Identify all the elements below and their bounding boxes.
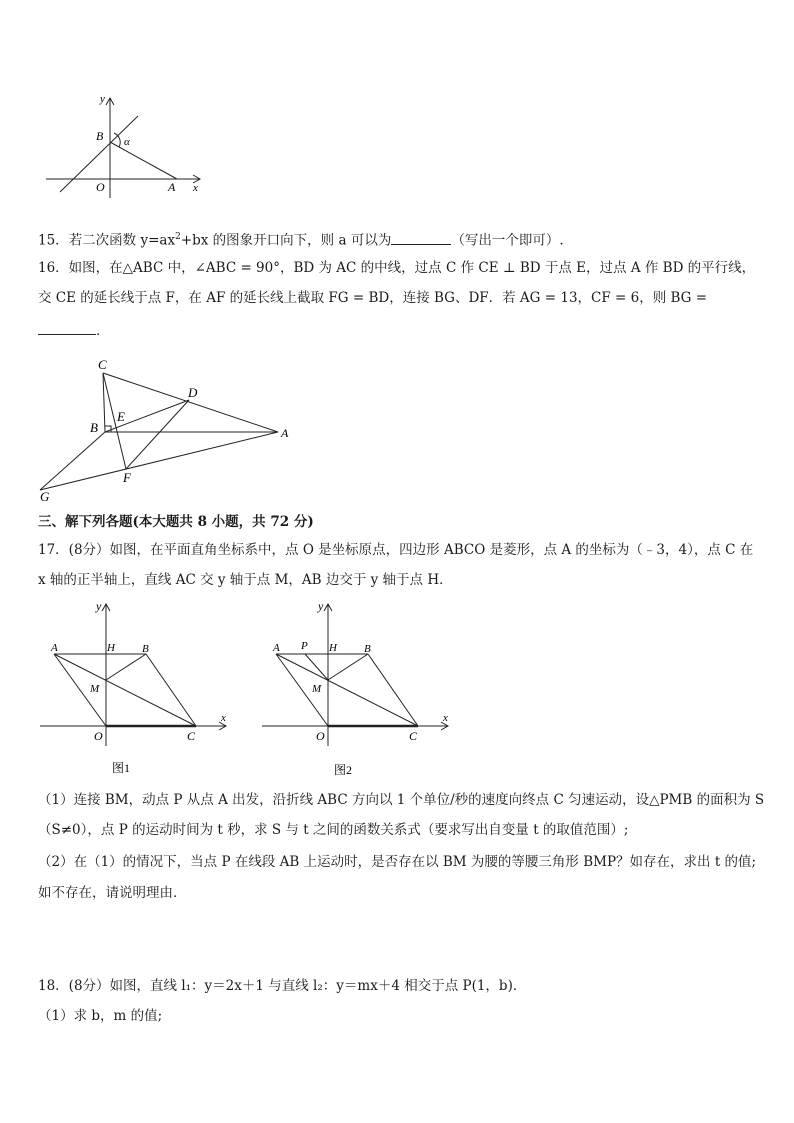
label-O: O xyxy=(94,729,103,743)
q17-line1: 17．(8分）如图，在平面直角坐标系中，点 O 是坐标原点，四边形 ABCO 是菱形，点 A 的坐标为（﹣3，4），点 C 在 xyxy=(38,542,754,558)
q15-text-a: 若二次函数 y=ax xyxy=(68,232,176,249)
figure-q17-2 xyxy=(258,596,463,781)
figure-q14 xyxy=(40,90,210,200)
label-A: A xyxy=(51,642,58,654)
label-M: M xyxy=(90,683,100,695)
label-O: O xyxy=(316,729,325,743)
label-B: B xyxy=(142,643,149,655)
q15-number: 15． xyxy=(38,232,69,249)
q15-superscript: 2 xyxy=(175,232,181,242)
label-H: H xyxy=(329,642,337,654)
q17-part2-line1: （2）在（1）的情况下，当点 P 在线段 AB 上运动时，是否存在以 BM 为腰的等腰三角形 BMP？如存在，求出 t 的值; xyxy=(38,854,757,870)
label-y: y xyxy=(318,599,324,613)
q16-line3 xyxy=(38,320,110,341)
label-B: B xyxy=(364,643,371,655)
segment-BM xyxy=(106,654,146,680)
label-x: x xyxy=(193,182,198,194)
q18-line1: 18．(8分）如图，直线 l₁：y＝2x＋1 与直线 l₂：y＝mx＋4 相交于点 P(1，b)． xyxy=(38,978,527,994)
label-alpha: α xyxy=(124,136,130,148)
segment-AC xyxy=(54,654,196,726)
segment-BA xyxy=(110,142,177,179)
label-y: y xyxy=(96,599,102,613)
segment-PM xyxy=(305,654,328,680)
segment-BC xyxy=(368,654,418,726)
q16-line1: 16．如图，在△ABC 中，∠ABC = 90°，BD 为 AC 的中线，过点 C 作 CE ⊥ BD 于点 E，过点 A 作 BD 的平行线， xyxy=(38,260,756,276)
q17-part1-line1: （1）连接 BM，动点 P 从点 A 出发，沿折线 ABC 方向以 1 个单位/秒的速度向终点 C 匀速运动，设△PMB 的面积为 S xyxy=(38,792,765,808)
caption-fig1: 图1 xyxy=(112,761,131,775)
segment-BC xyxy=(146,654,196,726)
label-B: B xyxy=(90,420,98,435)
segment-BG xyxy=(40,432,105,490)
label-P: P xyxy=(301,640,308,652)
caption-fig2: 图2 xyxy=(334,763,353,777)
label-G: G xyxy=(40,489,50,504)
label-D: D xyxy=(188,385,198,400)
q16-line3-end: ． xyxy=(96,323,110,339)
label-x: x xyxy=(221,712,226,724)
label-B: B xyxy=(96,129,104,143)
label-E: E xyxy=(117,409,125,424)
q15-answer-blank[interactable] xyxy=(391,230,451,245)
label-x: x xyxy=(443,712,448,724)
label-C: C xyxy=(187,729,196,743)
label-O: O xyxy=(96,180,105,194)
label-A: A xyxy=(281,426,289,440)
q16-answer-blank[interactable] xyxy=(38,320,96,335)
segment-BM xyxy=(328,654,368,680)
label-F: F xyxy=(123,470,131,485)
label-M: M xyxy=(312,683,322,695)
question-15 xyxy=(38,227,564,251)
label-C: C xyxy=(98,357,107,372)
q16-line2: 交 CE 的延长线于点 F，在 AF 的延长线上截取 FG = BD，连接 BG、DF．若 AG = 13，CF = 6，则 BG = xyxy=(38,290,708,306)
figure-q17-1 xyxy=(36,596,241,781)
label-C: C xyxy=(409,729,418,743)
q15-text-b: +bx 的图象开口向下，则 a 可以为 xyxy=(180,232,392,249)
segment-DF xyxy=(126,400,189,469)
q17-line2: x 轴的正半轴上，直线 AC 交 y 轴于点 M，AB 边交于 y 轴于点 H． xyxy=(38,572,453,588)
q17-part2-line2: 如不存在，请说明理由． xyxy=(38,885,187,901)
label-H: H xyxy=(107,642,115,654)
section-3-heading: 三、解下列各题(本大题共 8 小题，共 72 分) xyxy=(38,514,314,530)
q15-text-c: （写出一个即可）. xyxy=(451,232,564,249)
label-y: y xyxy=(100,93,105,105)
label-A: A xyxy=(273,642,280,654)
figure-q16 xyxy=(30,355,300,505)
q18-part1: （1）求 b，m 的值; xyxy=(38,1008,163,1024)
segment-AC xyxy=(276,654,418,726)
q17-part1-line2: （S≠0），点 P 的运动时间为 t 秒，求 S 与 t 之间的函数关系式（要求写出自变量 t 的取值范围）; xyxy=(38,822,629,838)
label-A: A xyxy=(168,180,176,194)
segment-AG xyxy=(40,432,278,490)
